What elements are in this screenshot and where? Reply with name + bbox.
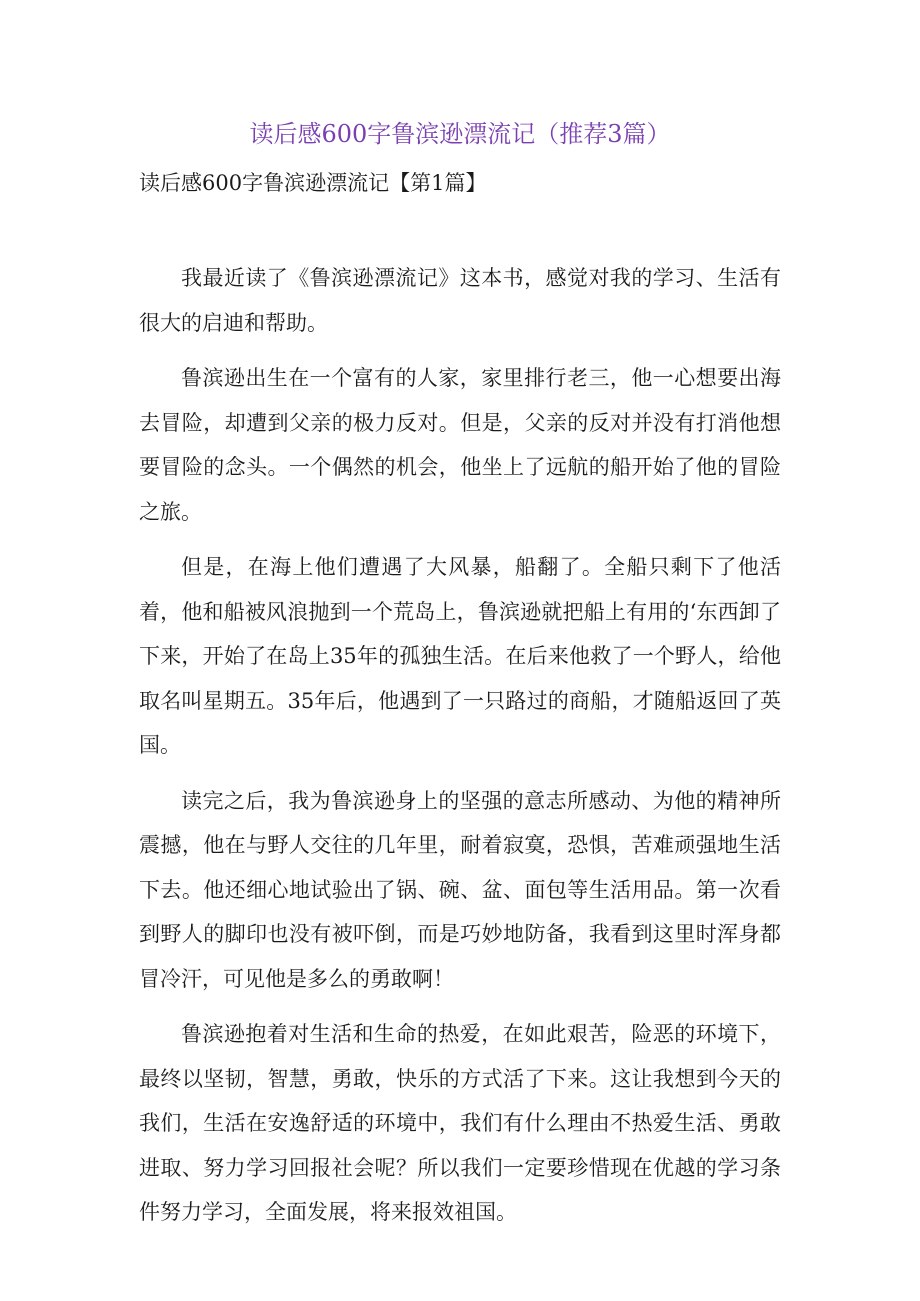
paragraph: 鲁滨逊出生在一个富有的人家，家里排行老三，他一心想要出海去冒险，却遭到父亲的极力反对。但是，父亲的反对并没有打消他想要冒险的念头。一个偶然的机会，他坐上了远航的船开始了他的冒险之旅。 <box>139 366 781 524</box>
section-heading: 读后感600字鲁滨逊漂流记【第1篇】 <box>139 171 487 195</box>
paragraph: 读完之后，我为鲁滨逊身上的坚强的意志所感动、为他的精神所震撼，他在与野人交往的几年里，耐着寂寞，恐惧，苦难顽强地生活下去。他还细心地试验出了锅、碗、盆、面包等生活用品。第一次看到野人的脚印也没有被吓倒，而是巧妙地防备，我看到这里时浑身都冒冷汗，可见他是多么的勇敢啊！ <box>139 788 781 991</box>
document-title: 读后感600字鲁滨逊漂流记（推荐3篇） <box>249 120 671 148</box>
document-body <box>139 256 781 1246</box>
paragraph: 鲁滨逊抱着对生活和生命的热爱，在如此艰苦，险恶的环境下，最终以坚韧，智慧，勇敢，快乐的方式活了下来。这让我想到今天的我们，生活在安逸舒适的环境中，我们有什么理由不热爱生活、勇敢进取、努力学习回报社会呢？所以我们一定要珍惜现在优越的学习条件努力学习，全面发展，将来报效祖国。 <box>139 1022 781 1224</box>
paragraph: 但是，在海上他们遭遇了大风暴，船翻了。全船只剩下了他活着，他和船被风浪抛到一个荒岛上，鲁滨逊就把船上有用的‘东西卸了下来，开始了在岛上35年的孤独生活。在后来他救了一个野人，给他取名叫星期五。35年后，他遇到了一只路过的商船，才随船返回了英国。 <box>139 555 781 757</box>
paragraph: 我最近读了《鲁滨逊漂流记》这本书，感觉对我的学习、生活有很大的启迪和帮助。 <box>139 266 781 335</box>
